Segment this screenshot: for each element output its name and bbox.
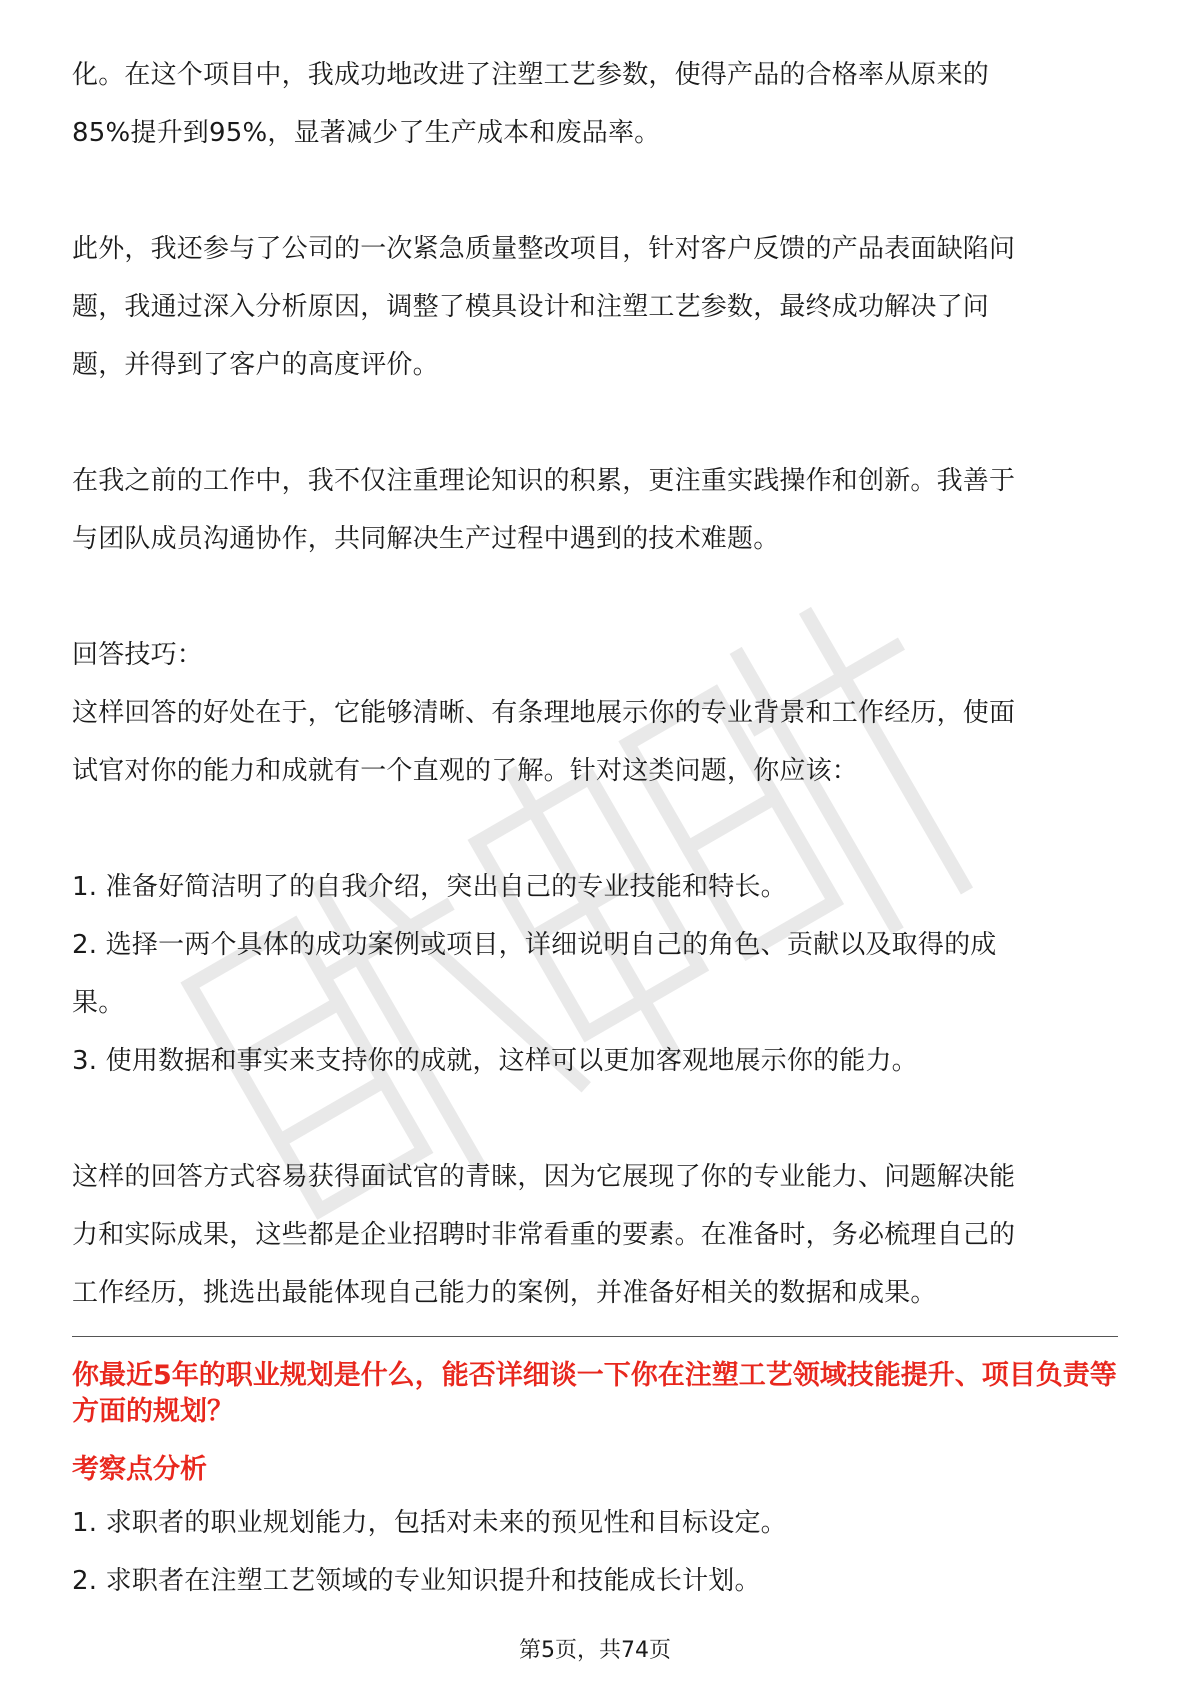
list-item: 1. 求职者的职业规划能力，包括对未来的预见性和目标设定。 [72,1508,787,1538]
paragraph-gap [72,1090,1118,1148]
list-item: 1. 准备好简洁明了的自我介绍，突出自己的专业技能和特长。 [72,872,787,902]
body-line: 这样回答的好处在于，它能够清晰、有条理地展示你的专业背景和工作经历，使面 [72,698,1016,728]
question-heading: 你最近5年的职业规划是什么，能否详细谈一下你在注塑工艺领域技能提升、项目负责等方面的规划？ [72,1360,1117,1427]
tips-heading: 回答技巧： [72,640,204,670]
body-line: 力和实际成果，这些都是企业招聘时非常看重的要素。在准备时，务必梳理自己的 [72,1220,1016,1250]
paragraph-gap [72,394,1118,452]
paragraph-gap [72,162,1118,220]
body-line: 此外，我还参与了公司的一次紧急质量整改项目，针对客户反馈的产品表面缺陷问 [72,234,1016,264]
body-line: 试官对你的能力和成就有一个直观的了解。针对这类问题，你应该： [72,756,859,786]
body-line: 与团队成员沟通协作，共同解决生产过程中遇到的技术难题。 [72,524,780,554]
body-line: 工作经历，挑选出最能体现自己能力的案例，并准备好相关的数据和成果。 [72,1278,937,1308]
list-item: 果。 [72,988,125,1018]
list-item: 2. 选择一两个具体的成功案例或项目，详细说明自己的角色、贡献以及取得的成 [72,930,997,960]
section-divider [72,1336,1118,1337]
page-number: 第5页，共74页 [519,1638,671,1663]
analysis-title: 考察点分析 [72,1454,207,1485]
paragraph-gap [72,568,1118,626]
body-line: 这样的回答方式容易获得面试官的青睐，因为它展现了你的专业能力、问题解决能 [72,1162,1016,1192]
document-body [72,46,1118,1322]
paragraph-gap [72,800,1118,858]
list-item: 3. 使用数据和事实来支持你的成就，这样可以更加客观地展示你的能力。 [72,1046,918,1076]
body-line: 题，我通过深入分析原因，调整了模具设计和注塑工艺参数，最终成功解决了问 [72,292,990,322]
body-line: 在我之前的工作中，我不仅注重理论知识的积累，更注重实践操作和创新。我善于 [72,466,1016,496]
analysis-list [72,1494,1118,1610]
body-line: 化。在这个项目中，我成功地改进了注塑工艺参数，使得产品的合格率从原来的 [72,60,990,90]
body-line: 85%提升到95%，显著减少了生产成本和废品率。 [72,118,661,148]
list-item: 2. 求职者在注塑工艺领域的专业知识提升和技能成长计划。 [72,1566,761,1596]
body-line: 题，并得到了客户的高度评价。 [72,350,439,380]
